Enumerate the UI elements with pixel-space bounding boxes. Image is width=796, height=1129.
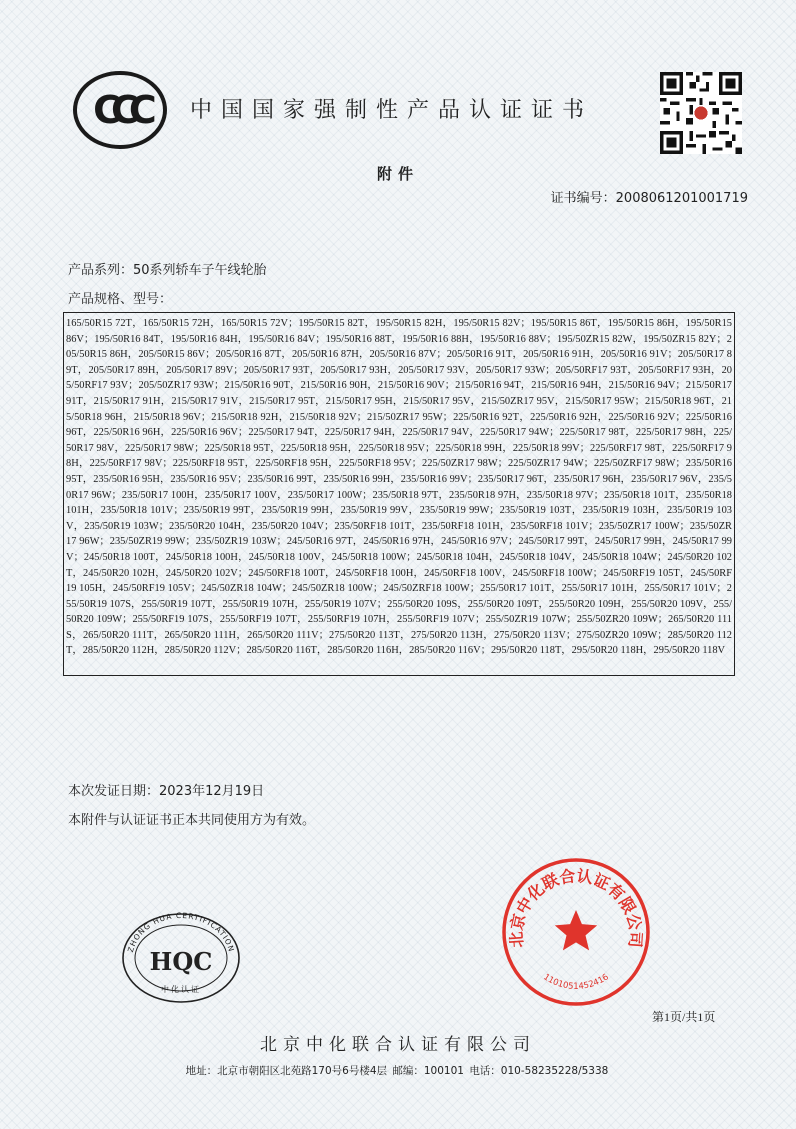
svg-text:CCC: CCC	[93, 88, 147, 132]
svg-text:1101051452416: 1101051452416	[541, 972, 611, 992]
spec-table	[63, 312, 735, 676]
company-seal	[500, 856, 652, 1008]
ccc-logo	[72, 70, 168, 150]
issuer-postcode: 邮编：100101	[392, 1065, 464, 1077]
issue-date: 本次发证日期：2023年12月19日	[68, 784, 265, 799]
validity-note: 本附件与认证证书正本共同使用方为有效。	[68, 813, 316, 828]
certificate-number: 证书编号：2008061201001719	[550, 191, 748, 206]
issuer-address: 地址：北京市朝阳区北苑路170号6号楼4层	[185, 1065, 388, 1077]
issuer-phone: 电话：010-58235228/5338	[469, 1065, 609, 1077]
issuer-contact	[0, 1063, 796, 1078]
issuer-name: 北京中化联合认证有限公司	[260, 1035, 536, 1055]
spec-label: 产品规格、型号：	[68, 292, 173, 307]
svg-text:HQC: HQC	[149, 947, 213, 976]
hqc-logo	[118, 900, 244, 1004]
product-series: 产品系列：50系列轿车子午线轮胎	[68, 263, 267, 278]
attachment-title: 附件	[376, 165, 419, 183]
svg-text:北京中化联合认证有限公司: 北京中化联合认证有限公司	[506, 866, 646, 949]
svg-text:中化认证: 中化认证	[161, 985, 201, 994]
qr-code	[660, 72, 742, 154]
page-number: 第1页/共1页	[652, 1010, 716, 1024]
spec-list: 165/50R15 72T，165/50R15 72H，165/50R15 72V；195/50R15 82T，195/50R15 82H，195/50R15 82V；195/50R15 86T，195/50R15 86H，195/50R15 86V；195/50R16 84T，195/50R16 84H，195/50R16 84V；195/50R16 88T，195/50R16 88H，195/50R16 88V；195/50ZR15 82W，195/50ZR15 82Y；205/50R15 86H，205/50R15 86V；205/50R16 87T，205/50R16 87H，205/50R16 87V；205/50R16 91T，205/50R16 91H，205/50R16 91V；205/50R17 89T，205/50R17 89H，205/50R17 89V；205/50R17 93T，205/50R17 93H，205/50R17 93V，205/50R17 93W；205/50RF17 93T，205/50RF17 93H，205/50RF17 93V；205/50ZR17 93W；215/50R16 90T，215/50R16 90H，215/50R16 90V；215/50R16 94T，215/50R16 94H，215/50R16 94V；215/50R17 91T，215/50R17 91H，215/50R17 91V，215/50R17 95T，215/50R17 95H，215/50R17 95V，215/50ZR17 95V，215/50R17 95W；215/50R18 96T，215/50R18 96H，215/50R18 96V；215/50R18 92H，215/50R18 92V；215/50ZR17 95W；225/50R16 92T，225/50R16 92H，225/50R16 92V；225/50R16 96T，225/50R16 96H，225/50R16 96V；225/50R17 94T，225/50R17 94H，225/50R17 94V，225/50R17 94W；225/50R17 98T，225/50R17 98H，225/50R17 98V，225/50R17 98W；225/50R18 95T，225/50R18 95H，225/50R18 95V；225/50R18 99H，225/50R18 99V；225/50RF17 98T，225/50RF17 98H，225/50RF17 98V；225/50RF18 95T，225/50RF18 95H，225/50RF18 95V；225/50ZR17 98W；225/50ZR17 94W；225/50ZRF17 98W；235/50R16 95T，235/50R16 95H，235/50R16 95V；235/50R16 99T，235/50R16 99H，235/50R16 99V；235/50R17 96T，235/50R17 96H，235/50R17 96V，235/50R17 96W；235/50R17 100H，235/50R17 100V，235/50R17 100W；235/50R18 97T，235/50R18 97H，235/50R18 97V；235/50R18 101T，235/50R18 101H，235/50R18 101V；235/50R19 99T，235/50R19 99H，235/50R19 99V，235/50R19 99W；235/50R19 103T，235/50R19 103H，235/50R19 103V，235/50R19 103W；235/50R20 104H，235/50R20 104V；235/50RF18 101T，235/50RF18 101H，235/50RF18 101V；235/50ZR17 100W；235/50ZR17 96W；235/50ZR19 99W；235/50ZR19 103W；245/50R16 97T，245/50R16 97H，245/50R16 97V；245/50R17 99T，245/50R17 99H，245/50R17 99V；245/50R18 100T，245/50R18 100H，245/50R18 100V，245/50R18 100W；245/50R18 104H，245/50R18 104V，245/50R18 104W；245/50R20 102T，245/50R20 102H，245/50R20 102V；245/50RF18 100T，245/50RF18 100H，245/50RF18 100V，245/50RF18 100W；245/50RF19 105T，245/50RF19 105H，245/50RF19 105V；245/50ZR18 104W；245/50ZR18 100W；245/50ZRF18 100W；255/50R17 101T，255/50R17 101H，255/50R17 101V；255/50R19 107S，255/50R19 107T，255/50R19 107H，255/50R19 107V；255/50R20 109S，255/50R20 109T，255/50R20 109H，255/50R20 109V，255/50R20 109W；255/50RF19 107S，255/50RF19 107T，255/50RF19 107H，255/50RF19 107V；255/50ZR19 107W；255/50ZR20 109W；265/50R20 111S，265/50R20 111T，265/50R20 111H，265/50R20 111V；275/50R20 113T，275/50R20 113H，275/50R20 113V；275/50ZR20 109W；285/50R20 112T，285/50R20 112H，285/50R20 112V；285/50R20 116T，285/50R20 116H，285/50R20 116V；295/50R20 118T，295/50R20 118H，295/50R20 118V	[66, 318, 732, 657]
certificate-title: 中国国家强制性产品认证证书	[190, 98, 594, 123]
svg-text:ZHONG HUA CERTIFICATION: ZHONG HUA CERTIFICATION	[125, 910, 237, 954]
